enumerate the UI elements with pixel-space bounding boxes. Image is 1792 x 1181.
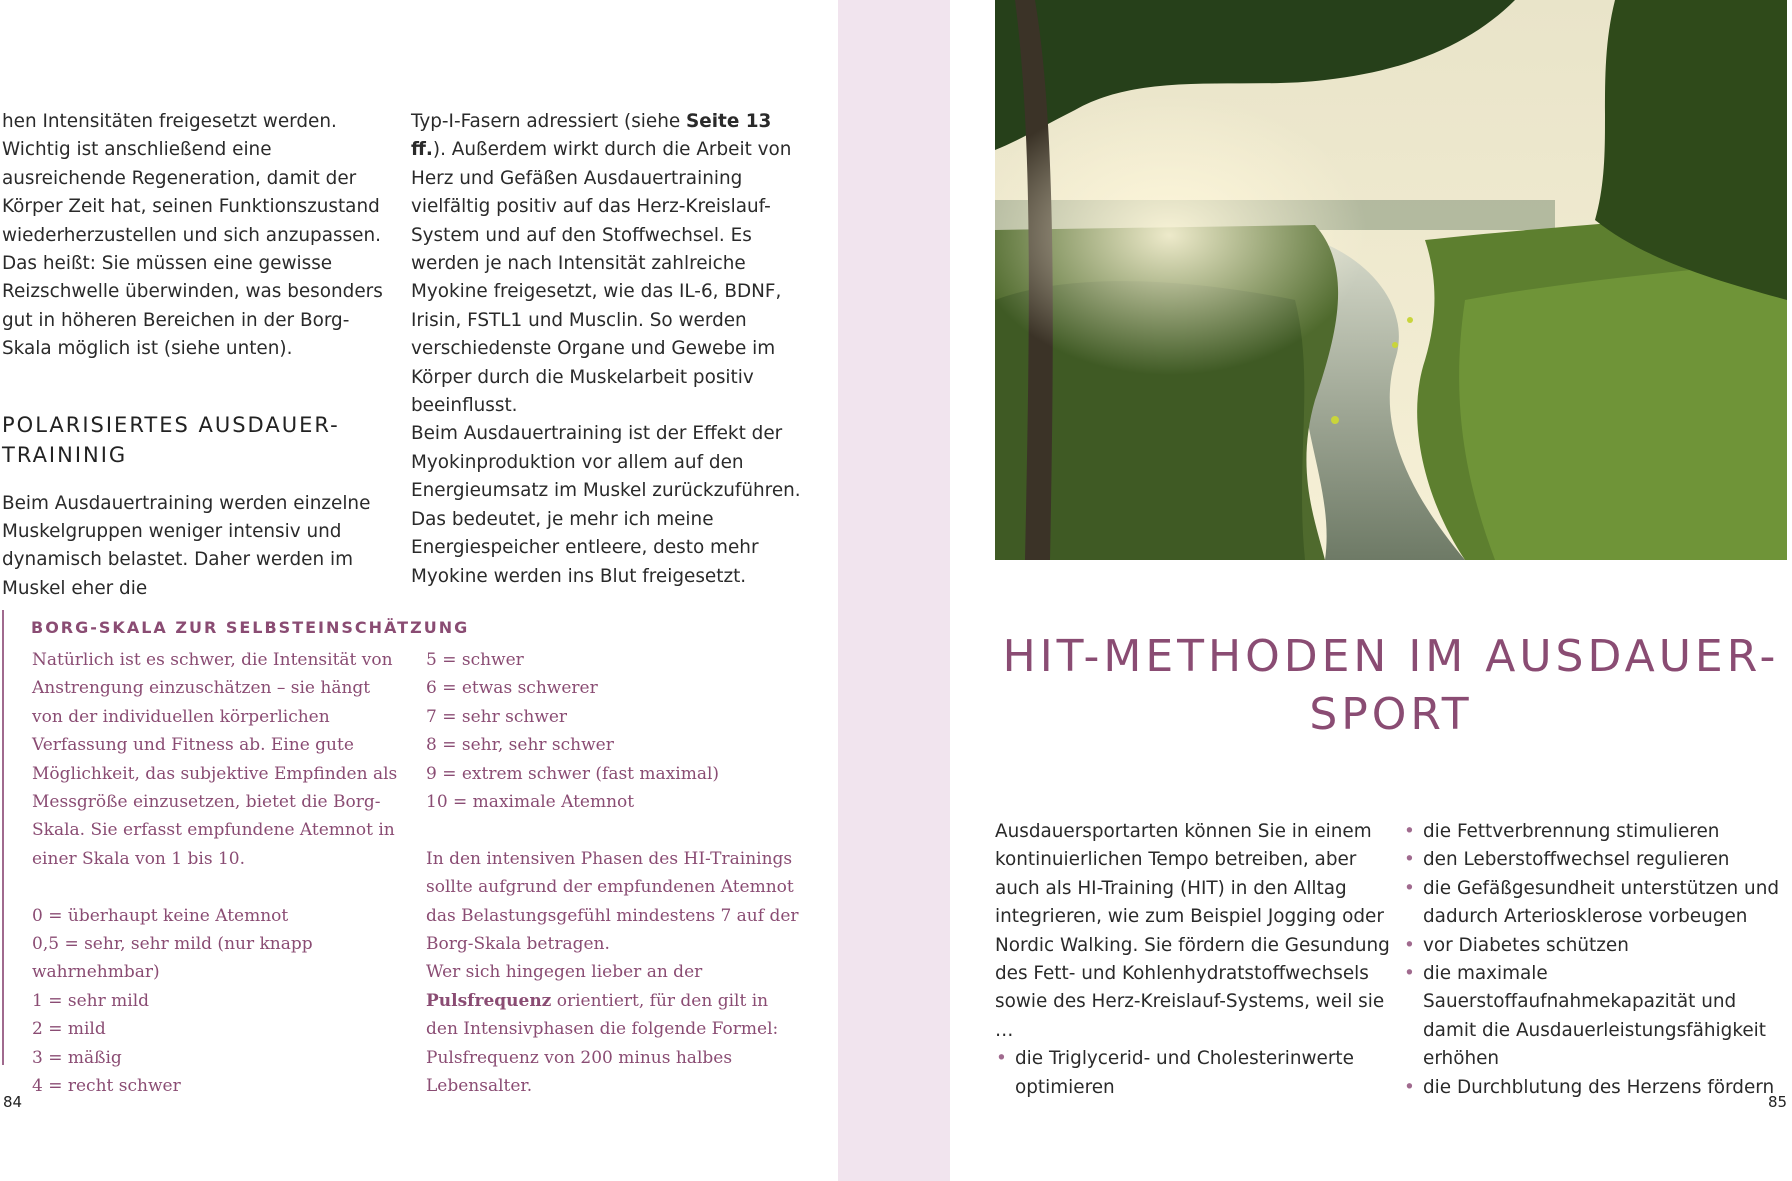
borg-scale-list-right: [426, 646, 802, 816]
scale-item: 7 = sehr schwer: [426, 706, 568, 727]
bullet-item: • die maximale Sauerstoffaufnahmekapazität und damit die Ausdauerleistungsfähigkeit erhöhen: [1403, 960, 1789, 1074]
scale-item: 2 = mild: [32, 1019, 106, 1040]
paragraph: Beim Ausdauertraining werden einzelne Muskelgruppen weniger intensiv und dynamisch belastet. Daher werden im Muskel eher die: [2, 492, 371, 599]
info-box-column-1: [32, 646, 402, 1100]
scale-item: 1 = sehr mild: [32, 990, 150, 1011]
page-reference: Seite 13 ff.: [411, 111, 772, 161]
paragraph: hen Intensitäten freigesetzt werden. Wichtig ist anschließend eine ausreichende Regeneration, damit der Körper Zeit hat, seinen Funktionszustand wiederherzustellen und sich anzupassen.: [2, 111, 381, 246]
info-box-paragraph: Wer sich hingegen lieber an der Pulsfrequenz orientiert, für den gilt in den Intensivphasen die folgende Formel: Pulsfrequenz von 200 minus halbes Lebensalter.: [426, 962, 779, 1097]
borg-scale-list-left: [32, 902, 402, 1101]
bullet-item: • den Leberstoffwechsel regulieren: [1403, 846, 1789, 874]
page-number: 85: [1768, 1093, 1788, 1111]
scale-item: 0,5 = sehr, sehr mild (nur knapp wahrnehmbar): [32, 934, 313, 983]
scale-item: 10 = maximale Atemnot: [426, 792, 635, 813]
scale-item: 4 = recht schwer: [32, 1076, 181, 1097]
kayak-river-photo: [995, 0, 1787, 560]
keyword: Pulsfrequenz: [426, 990, 552, 1011]
bullet-icon: •: [1404, 934, 1415, 956]
bullet-item: • vor Diabetes schützen: [1403, 932, 1789, 960]
scale-item: 0 = überhaupt keine Atemnot: [32, 905, 289, 926]
bullet-icon: •: [1404, 821, 1415, 842]
paragraph: Das heißt: Sie müssen eine gewisse Reizschwelle überwinden, was besonders gut in höheren Bereichen in der Borg-Skala möglich ist (siehe unten).: [2, 253, 383, 360]
benefit-list-right: [1403, 818, 1789, 1102]
info-box-column-2: [426, 646, 802, 1100]
bullet-item: • die Gefäßgesundheit unterstützen und dadurch Arteriosklerose vorbeugen: [1403, 875, 1789, 932]
info-box-paragraph: In den intensiven Phasen des HI-Trainings sollte aufgrund der empfundenen Atemnot das Belastungsgefühl mindestens 7 auf der Borg-Skala betragen.: [426, 848, 799, 955]
page-gutter: [838, 0, 950, 1181]
scale-item: 9 = extrem schwer (fast maximal): [426, 763, 720, 784]
bullet-item: • die Triglycerid- und Cholesterinwerte optimieren: [995, 1045, 1391, 1102]
right-column-2: [1403, 818, 1789, 1102]
right-column-1: [995, 818, 1391, 1102]
info-box-title: BORG-SKALA ZUR SELBSTEINSCHÄTZUNG: [31, 618, 470, 637]
scale-item: 3 = mäßig: [32, 1047, 122, 1068]
bullet-icon: •: [996, 1048, 1007, 1070]
bullet-item: • die Durchblutung des Herzens fördern: [1403, 1074, 1789, 1102]
bullet-icon: •: [1404, 877, 1415, 899]
benefit-list-left: [995, 1045, 1391, 1102]
info-box-intro: Natürlich ist es schwer, die Intensität von Anstrengung einzuschätzen – sie hängt von der individuellen körperlichen Verfassung und Fitness ab. Eine gute Möglichkeit, das subjektive Empfinden als Messgröße einzusetzen, bietet die Borg-Skala. Sie erfasst empfundene Atemnot in einer Skala von 1 bis 10.: [32, 650, 398, 869]
paragraph: Ausdauersportarten können Sie in einem kontinuierlichen Tempo betreiben, aber auch als HI-Training (HIT) in den Alltag integrieren, wie zum Beispiel Jogging oder Nordic Walking. Sie fördern die Gesundung des Fett- und Kohlenhydratstoffwechsels sowie des Herz-Kreislauf-Systems, weil sie …: [995, 821, 1390, 1041]
bullet-icon: •: [1404, 1076, 1415, 1098]
scale-item: 6 = etwas schwerer: [426, 678, 598, 699]
paragraph: Beim Ausdauertraining ist der Effekt der Myokinproduktion vor allem auf den Energieumsatz im Muskel zurückzuführen. Das bedeutet, je mehr ich meine Energiespeicher entleere, desto mehr Myokine werden ins Blut freigesetzt.: [411, 423, 801, 587]
bullet-icon: •: [1404, 849, 1415, 871]
chapter-title: HIT-METHODEN IM AUSDAUER-SPORT: [1002, 631, 1780, 740]
paragraph: Typ-I-Fasern adressiert (siehe Seite 13 ff.). Außerdem wirkt durch die Arbeit von Herz und Gefäßen Ausdauertraining vielfältig positiv auf das Herz-Kreislauf-System und auf den Stoffwechsel. Es werden je nach Intensität zahlreiche Myokine freigesetzt, wie das IL-6, BDNF, Irisin, FSTL1 und Musclin. So werden verschiedenste Organe und Gewebe im Körper durch die Muskelarbeit positiv beeinflusst.: [411, 111, 792, 417]
section-heading: POLARISIERTES AUSDAUER-TRAININIG: [2, 412, 340, 467]
page-number: 84: [3, 1093, 23, 1111]
scale-item: 8 = sehr, sehr schwer: [426, 735, 614, 756]
left-column-1: [2, 108, 392, 603]
left-column-2: [411, 108, 801, 591]
bullet-item: • die Fettverbrennung stimulieren: [1403, 818, 1789, 846]
bullet-icon: •: [1404, 963, 1415, 985]
scale-item: 5 = schwer: [426, 650, 524, 670]
